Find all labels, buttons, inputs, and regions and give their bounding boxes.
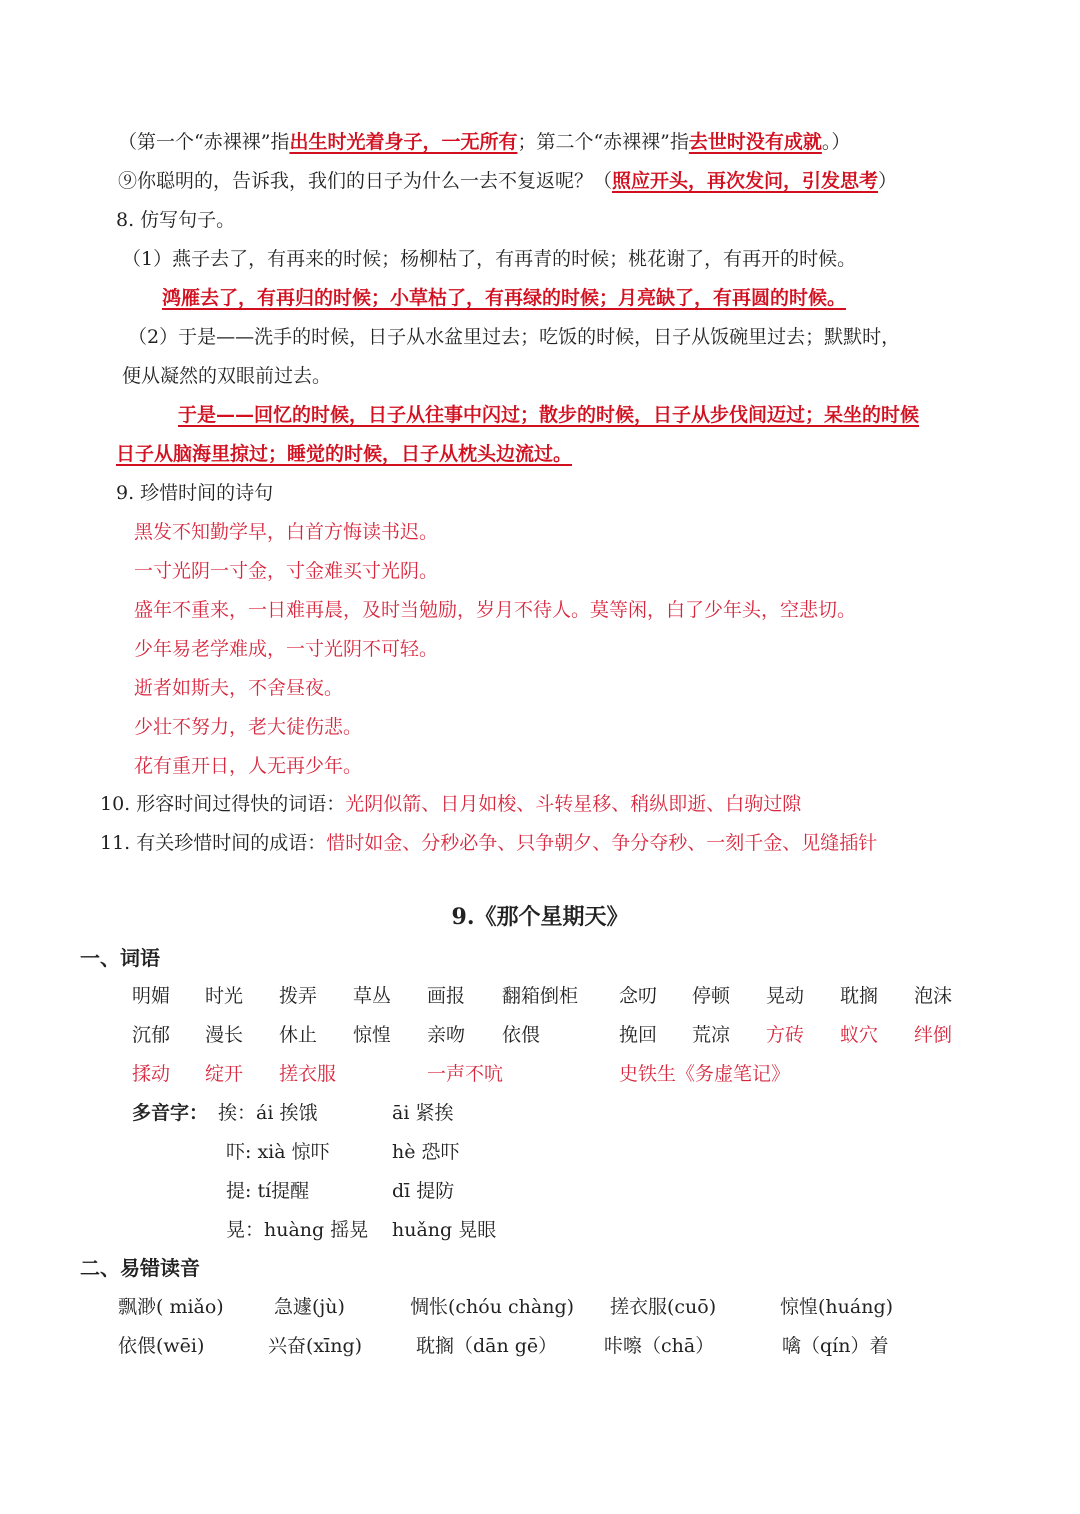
vocab-word: 依偎	[502, 1024, 541, 1046]
vocab-word: 时光	[205, 985, 244, 1007]
polyphone-reading: 挨：ái 挨饿	[218, 1102, 318, 1124]
vocab-word: 画报	[427, 985, 466, 1007]
q7-mid: ；第二个“赤裸裸”指	[517, 131, 689, 153]
vocab-word: 拨弄	[279, 985, 318, 1007]
vocab-word: 念叨	[619, 985, 658, 1007]
vocab-word-red: 一声不吭	[427, 1063, 504, 1085]
vocab-word: 翻箱倒柜	[502, 985, 579, 1007]
s8-answer-2a: 于是——回忆的时候，日子从往事中闪过；散步的时候，日子从步伐间迈过；呆坐的时候	[178, 404, 920, 426]
s8-prompt-1: （1）燕子去了，有再来的时候；杨柳枯了，有再青的时候；桃花谢了，有再开的时候。	[122, 248, 857, 270]
poem-line: 少年易老学难成，一寸光阴不可轻。	[134, 638, 439, 660]
poem-line: 盛年不重来，一日难再晨，及时当勉励，岁月不待人。莫等闲，白了少年头，空悲切。	[134, 599, 857, 621]
section-pronunciation-heading: 二、易错读音	[80, 1256, 200, 1280]
poem-line: 花有重开日，人无再少年。	[134, 755, 363, 777]
vocab-word: 晃动	[766, 985, 805, 1007]
vocab-word-red: 搓衣服	[279, 1063, 337, 1085]
q7-close: 。）	[821, 131, 851, 153]
q7-answer-1: 出生时光着身子，一无所有	[289, 131, 518, 153]
vocab-word-red: 绊倒	[914, 1024, 953, 1046]
polyphone-reading: huǎng 晃眼	[392, 1219, 497, 1241]
s8-answer-1: 鸿雁去了，有再归的时候；小草枯了，有再绿的时候；月亮缺了，有再圆的时候。	[162, 287, 847, 309]
polyphone-reading: hè 恐吓	[392, 1141, 460, 1163]
poem-line: 黑发不知勤学早，白首方悔读书迟。	[134, 521, 439, 543]
s10-label: 10. 形容时间过得快的词语：	[100, 793, 346, 815]
s10-line	[100, 790, 801, 818]
poem-line: 逝者如斯夫，不舍昼夜。	[134, 677, 344, 699]
q7-line	[118, 128, 850, 156]
vocab-word-red: 蚁穴	[840, 1024, 879, 1046]
polyphone-reading: 提: tí提醒	[226, 1180, 310, 1202]
s11-label: 11. 有关珍惜时间的成语：	[100, 832, 327, 854]
vocab-word: 明媚	[132, 985, 171, 1007]
vocab-word-red: 史铁生《务虚笔记》	[619, 1063, 791, 1085]
vocab-word: 耽搁	[840, 985, 879, 1007]
polyphone-reading: āi 紧挨	[392, 1102, 454, 1124]
pronunciation-item: 急遽(jù)	[274, 1296, 345, 1318]
s8-prompt-2a: （2）于是——洗手的时候，日子从水盆里过去；吃饭的时候，日子从饭碗里过去；默默时，	[128, 326, 901, 348]
q9-line	[118, 167, 897, 195]
s9-heading: 9. 珍惜时间的诗句	[116, 482, 274, 504]
vocab-word: 泡沫	[914, 985, 953, 1007]
lesson-title: 9.《那个星期天》	[451, 904, 629, 930]
pronunciation-item: 噙（qín）着	[782, 1335, 889, 1357]
vocab-word: 休止	[279, 1024, 318, 1046]
vocab-word: 挽回	[619, 1024, 658, 1046]
vocab-word: 亲吻	[427, 1024, 466, 1046]
q9-text: ⑨你聪明的，告诉我，我们的日子为什么一去不复返呢？（	[118, 170, 613, 192]
polyphone-label: 多音字：	[132, 1102, 209, 1124]
pronunciation-item: 惆怅(chóu chàng)	[410, 1296, 575, 1318]
pronunciation-item: 耽搁（dān gē）	[416, 1335, 558, 1357]
vocab-word: 荒凉	[692, 1024, 731, 1046]
s8-heading: 8. 仿写句子。	[116, 209, 236, 231]
s11-line	[100, 829, 877, 857]
polyphone-reading: 晃：huàng 摇晃	[226, 1219, 369, 1241]
pronunciation-item: 咔嚓（chā）	[604, 1335, 715, 1357]
q9-close: ）	[878, 170, 898, 192]
polyphone-reading: dī 提防	[392, 1180, 455, 1202]
q7-open: （第一个“赤裸裸”指	[118, 131, 290, 153]
vocab-word: 停顿	[692, 985, 731, 1007]
vocab-word: 惊惶	[353, 1024, 392, 1046]
s8-answer-2b: 日子从脑海里掠过；睡觉的时候，日子从枕头边流过。	[116, 443, 573, 465]
pronunciation-item: 兴奋(xīng)	[268, 1335, 363, 1357]
s8-prompt-2b: 便从凝然的双眼前过去。	[122, 365, 332, 387]
vocab-word: 漫长	[205, 1024, 244, 1046]
q7-answer-2: 去世时没有成就	[688, 131, 822, 153]
vocab-word: 沉郁	[132, 1024, 171, 1046]
pronunciation-item: 惊惶(huáng)	[780, 1296, 894, 1318]
pronunciation-item: 依偎(wēi)	[118, 1335, 205, 1357]
pronunciation-item: 飘渺( miǎo)	[118, 1296, 224, 1318]
s11-words: 惜时如金、分秒必争、只争朝夕、争分夺秒、一刻千金、见缝插针	[326, 832, 878, 854]
s10-words: 光阴似箭、日月如梭、斗转星移、稍纵即逝、白驹过隙	[345, 793, 802, 815]
vocab-word-red: 揉动	[132, 1063, 171, 1085]
polyphone-reading: 吓: xià 惊吓	[226, 1141, 330, 1163]
q9-answer: 照应开头，再次发问，引发思考	[612, 170, 879, 192]
poem-line: 一寸光阴一寸金，寸金难买寸光阴。	[134, 560, 439, 582]
vocab-word-red: 方砖	[766, 1024, 805, 1046]
section-vocab-heading: 一、词语	[80, 946, 160, 970]
vocab-word: 草丛	[353, 985, 392, 1007]
pronunciation-item: 搓衣服(cuō)	[610, 1296, 717, 1318]
vocab-word-red: 绽开	[205, 1063, 244, 1085]
poem-line: 少壮不努力，老大徒伤悲。	[134, 716, 363, 738]
